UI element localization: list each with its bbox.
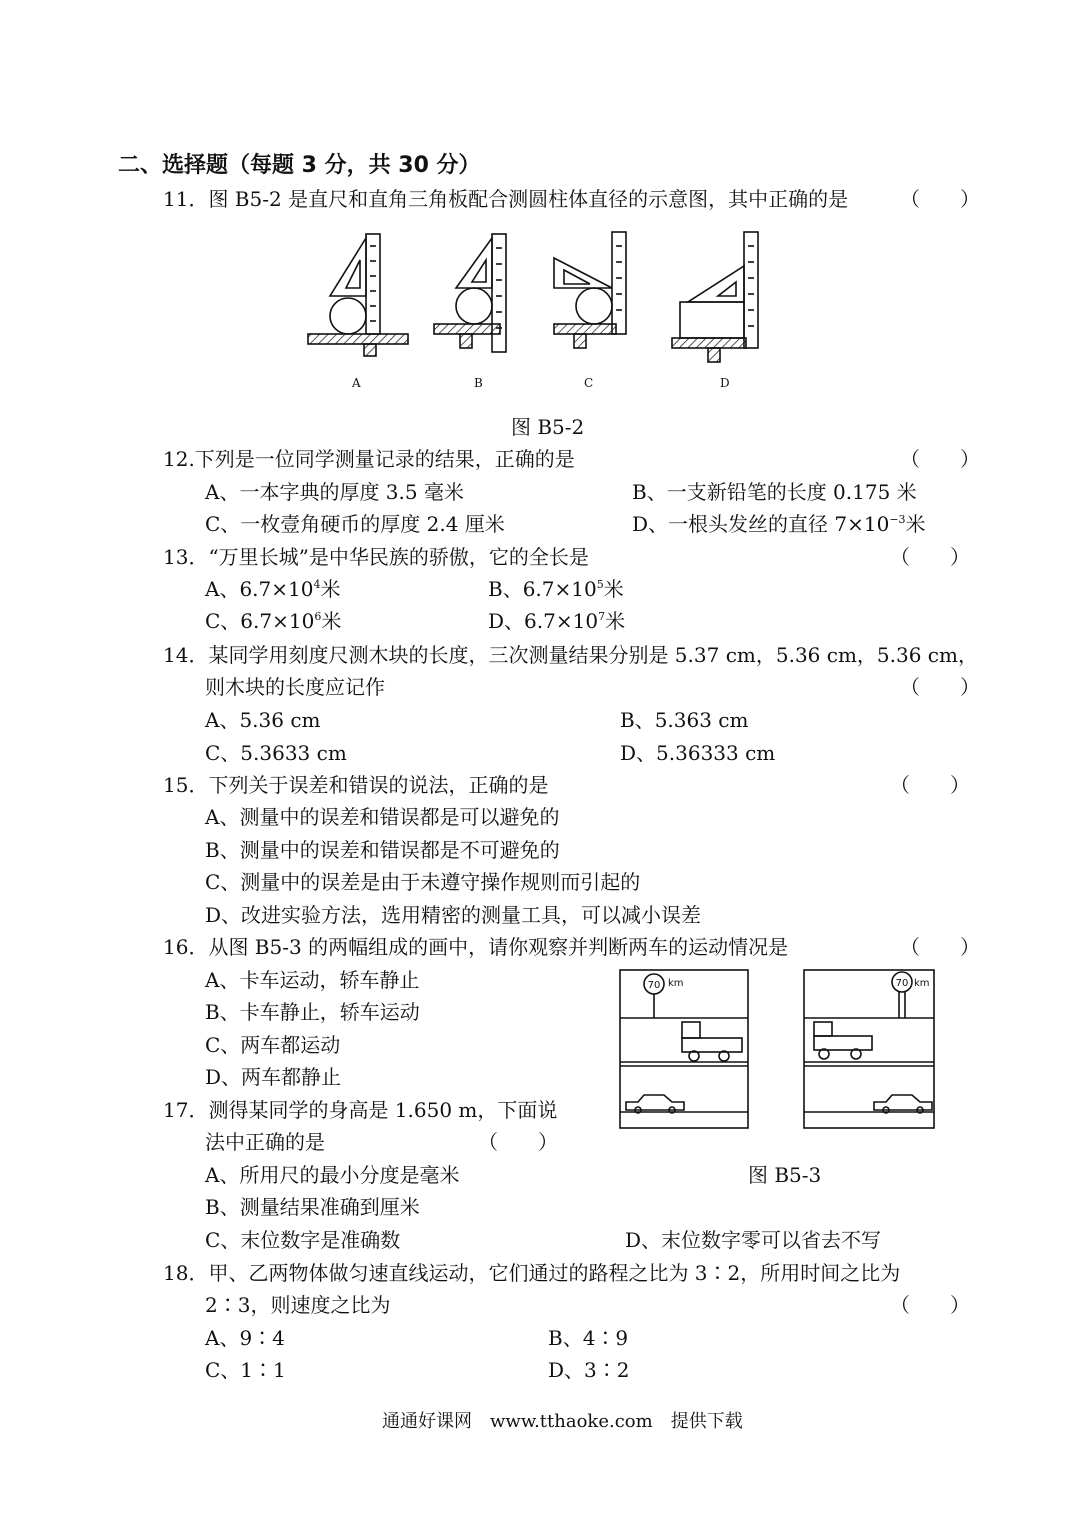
answer-blank-18[interactable]: （ ） — [890, 1293, 970, 1317]
option-14a: A、5.36 cm — [205, 708, 321, 732]
truck-right — [814, 1022, 872, 1059]
answer-blank-15[interactable]: （ ） — [890, 773, 970, 797]
figure-b5-2-label-c: C — [584, 376, 594, 390]
question-18-stem: 18．甲、乙两物体做匀速直线运动，它们通过的路程之比为 3∶2，所用时间之比为 — [163, 1261, 901, 1285]
question-12-stem: 12.下列是一位同学测量记录的结果，正确的是 — [163, 447, 575, 471]
option-14c: C、5.3633 cm — [205, 741, 347, 765]
option-13c: C、$6.7\times 10^6$米 — [205, 609, 342, 633]
option-17b: B、测量结果准确到厘米 — [205, 1195, 420, 1219]
sign-value-right: 70 — [895, 978, 909, 989]
answer-blank-13[interactable]: （ ） — [890, 545, 970, 569]
setup-d — [672, 232, 758, 362]
answer-blank-17[interactable]: （ ） — [478, 1130, 558, 1154]
panel-left — [620, 970, 748, 1128]
option-12b: B、一支新铅笔的长度 0.175 米 — [632, 480, 917, 504]
option-15a: A、测量中的误差和错误都是可以避免的 — [205, 805, 560, 829]
figure-b5-2-caption: 图 B5-2 — [511, 415, 585, 439]
option-16a: A、卡车运动，轿车静止 — [205, 968, 420, 992]
sign-value-left: 70 — [647, 980, 661, 991]
option-18d: D、3∶2 — [548, 1358, 630, 1382]
question-17-stem: 17．测得某同学的身高是 1.650 m，下面说 — [163, 1098, 558, 1122]
question-16-stem: 16．从图 B5-3 的两幅组成的画中，请你观察并判断两车的运动情况是 — [163, 935, 789, 959]
car-right — [874, 1095, 932, 1113]
option-15c: C、测量中的误差是由于未遵守操作规则而引起的 — [205, 870, 641, 894]
option-18c: C、1∶1 — [205, 1358, 286, 1382]
question-15-stem: 15．下列关于误差和错误的说法，正确的是 — [163, 773, 549, 797]
section-title: 二、选择题（每题 3 分，共 30 分） — [118, 153, 481, 178]
answer-blank-14[interactable]: （ ） — [900, 675, 980, 699]
option-12d: D、一根头发丝的直径 $7\times 10^{-3}$米 — [632, 512, 926, 536]
figure-b5-3-caption: 图 B5-3 — [748, 1163, 822, 1187]
answer-blank-11[interactable]: （ ） — [900, 187, 980, 211]
figure-b5-2-label-a: A — [352, 376, 361, 390]
page-footer: 通通好课网 www.tthaoke.com 提供下载 — [382, 1411, 743, 1432]
option-14b: B、5.363 cm — [620, 708, 749, 732]
question-14-stem-cont: 则木块的长度应记作 — [205, 675, 385, 699]
option-15d: D、改进实验方法，选用精密的测量工具，可以减小误差 — [205, 903, 702, 927]
panel-right — [804, 970, 934, 1128]
sign-unit-left: km — [668, 978, 684, 989]
answer-blank-16[interactable]: （ ） — [900, 935, 980, 959]
figure-b5-3 — [612, 962, 952, 1134]
option-17a: A、所用尺的最小分度是毫米 — [205, 1163, 460, 1187]
question-13-stem: 13．“万里长城”是中华民族的骄傲，它的全长是 — [163, 545, 589, 569]
option-17c: C、末位数字是准确数 — [205, 1228, 401, 1252]
option-18a: A、9∶4 — [205, 1326, 285, 1350]
question-17-stem-cont: 法中正确的是 — [205, 1130, 325, 1154]
option-13a: A、$6.7\times 10^4$米 — [205, 577, 341, 601]
option-16d: D、两车都静止 — [205, 1065, 342, 1089]
question-14-stem: 14．某同学用刻度尺测木块的长度，三次测量结果分别是 5.37 cm，5.36 cm，5.36 cm， — [163, 643, 978, 667]
sign-unit-right: km — [914, 978, 930, 989]
option-18b: B、4∶9 — [548, 1326, 629, 1350]
figure-b5-2-label-b: B — [474, 376, 483, 390]
car-left — [626, 1095, 684, 1113]
option-16b: B、卡车静止，轿车运动 — [205, 1000, 420, 1024]
answer-blank-12[interactable]: （ ） — [900, 447, 980, 471]
option-13d: D、$6.7\times 10^7$米 — [488, 609, 626, 633]
option-16c: C、两车都运动 — [205, 1033, 341, 1057]
option-13b: B、$6.7\times 10^5$米 — [488, 577, 624, 601]
option-15b: B、测量中的误差和错误都是不可避免的 — [205, 838, 560, 862]
option-17d: D、末位数字零可以省去不写 — [625, 1228, 882, 1252]
figure-b5-2 — [300, 226, 760, 366]
setup-b — [434, 234, 506, 352]
option-14d: D、5.36333 cm — [620, 741, 776, 765]
option-12a: A、一本字典的厚度 3.5 毫米 — [205, 480, 464, 504]
figure-b5-2-label-d: D — [720, 376, 730, 390]
option-12c: C、一枚壹角硬币的厚度 2.4 厘米 — [205, 512, 505, 536]
setup-c — [554, 232, 626, 348]
question-11-stem: 11．图 B5-2 是直尺和直角三角板配合测圆柱体直径的示意图，其中正确的是 — [163, 187, 849, 211]
setup-a — [308, 234, 408, 356]
question-18-stem-cont: 2∶3，则速度之比为 — [205, 1293, 391, 1317]
truck-left — [682, 1022, 742, 1061]
